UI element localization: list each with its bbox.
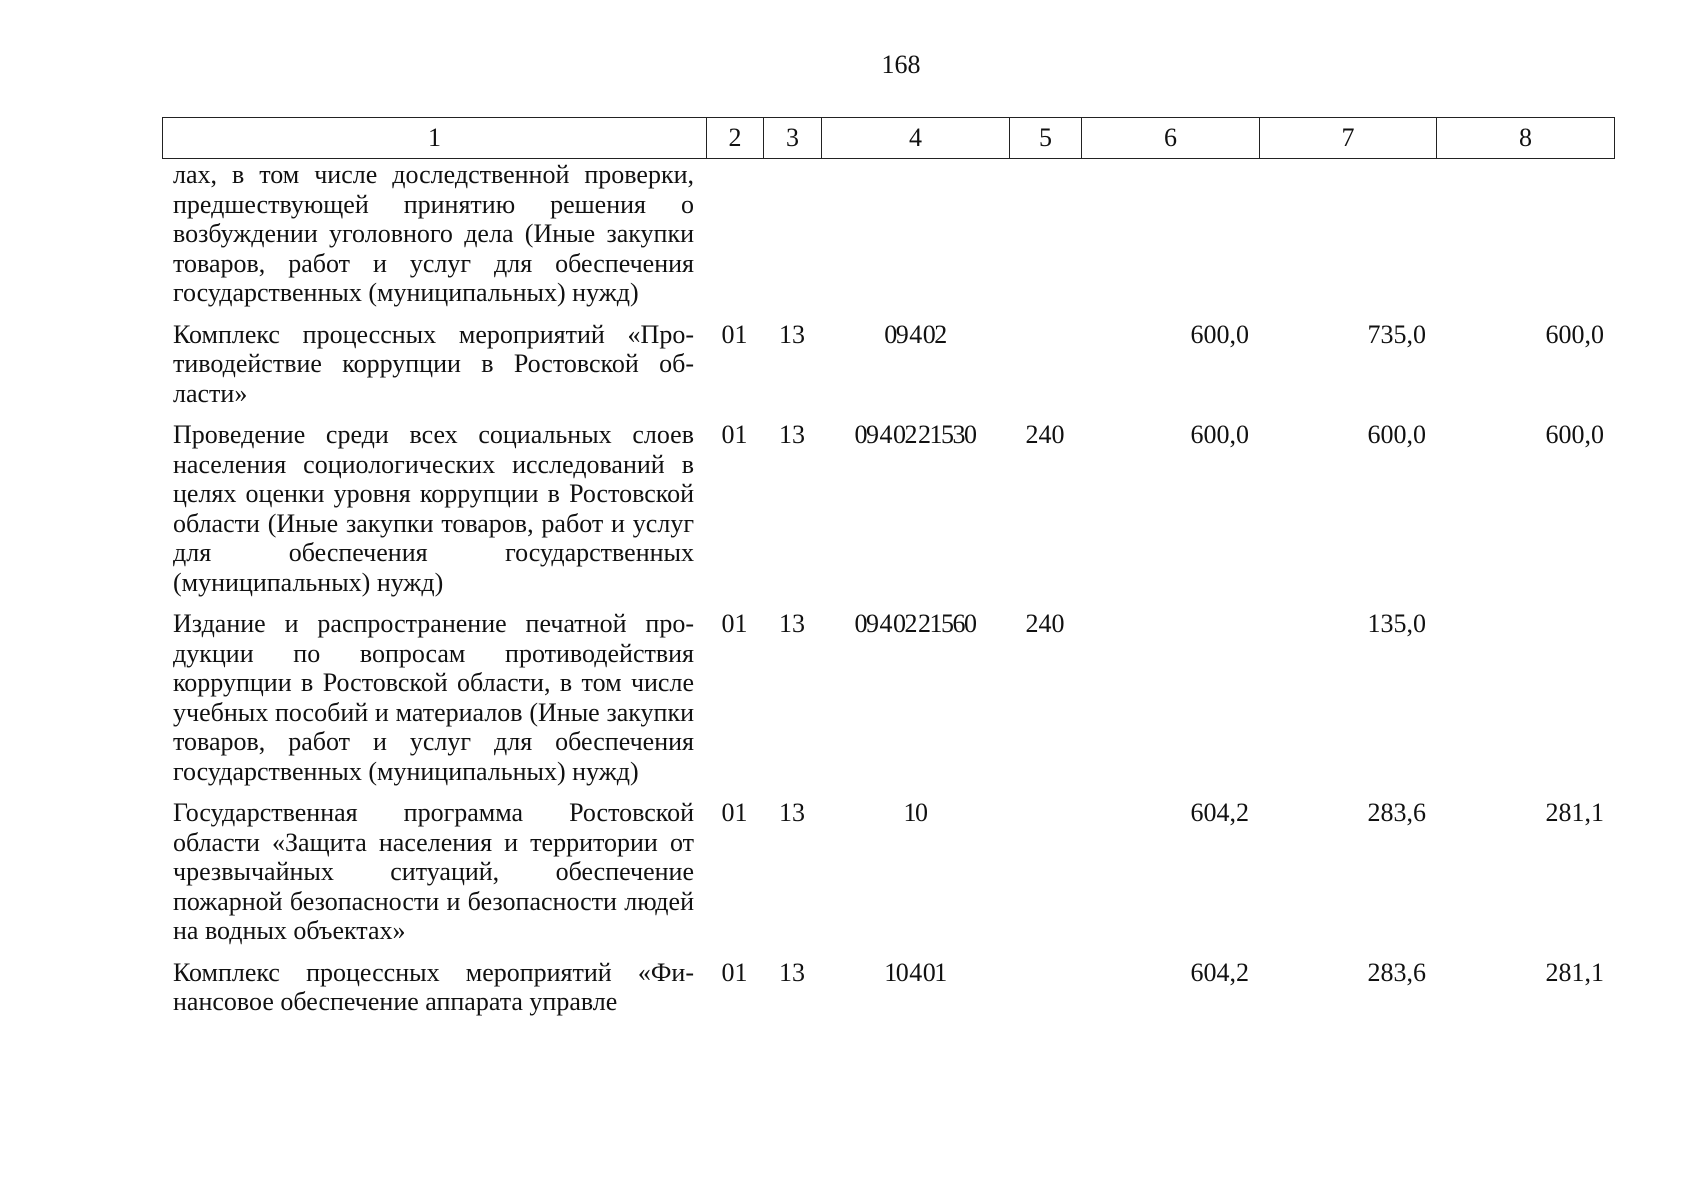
table-header	[162, 117, 1615, 159]
table-row	[162, 420, 1614, 609]
row-description: Проведение среди всех социальных слоев населения социологических исследований в целях оценки уровня коррупции в Ростовской области (Иные закупки товаров, работ и услуг для обеспечения государственных (муниципальных) нужд)	[173, 420, 694, 597]
header-cell-3: 3	[764, 118, 822, 159]
header-cell-5: 5	[1010, 118, 1082, 159]
row-expense-type	[1009, 160, 1081, 320]
table-row	[162, 160, 1614, 320]
row-subsection: 13	[779, 420, 805, 449]
row-amount-8: 600,0	[1545, 319, 1604, 349]
row-amount-8: 600,0	[1545, 420, 1604, 449]
row-subsection: 13	[779, 798, 805, 827]
header-cell-7: 7	[1260, 118, 1437, 159]
table-row	[162, 958, 1614, 1017]
table-row	[162, 798, 1614, 958]
row-amount-8: 281,1	[1545, 957, 1604, 987]
table-body	[162, 160, 1614, 1017]
row-amount-6: 604,2	[1190, 957, 1249, 987]
row-description: лах, в том числе доследственной проверки, предшествующей принятию решения о возбуждении уголовного дела (Иные закупки товаров, работ и услуг для обеспечения государственных (муниципальных) нужд)	[173, 160, 694, 307]
row-amount-7	[1259, 160, 1436, 320]
header-cell-6: 6	[1082, 118, 1260, 159]
row-section: 01	[721, 957, 748, 987]
row-expense-type: 240	[1025, 420, 1065, 449]
row-section: 01	[721, 798, 748, 827]
row-amount-6	[1081, 609, 1259, 798]
row-target-code: 09 4 02	[884, 319, 946, 349]
page-number: 168	[881, 50, 921, 79]
row-expense-type	[1009, 958, 1081, 1017]
row-section: 01	[721, 319, 748, 349]
row-amount-6: 600,0	[1190, 420, 1249, 449]
row-section	[706, 160, 763, 320]
row-expense-type	[1009, 320, 1081, 421]
row-description: Государственная программа Ростовской области «Защита населения и территории от чрезвычайных ситуаций, обеспечение пожарной безопасности и безопасности людей на водных объектах»	[173, 798, 694, 945]
row-description: Комплекс процессных мероприятий «Финансовое обеспечение аппарата управле	[173, 957, 694, 1016]
header-cell-8: 8	[1437, 118, 1615, 159]
header-row	[163, 118, 1615, 159]
row-target-code: 10 4 01	[884, 957, 946, 987]
row-section: 01	[721, 609, 748, 638]
row-target-code	[821, 160, 1009, 320]
row-expense-type: 240	[1025, 609, 1065, 638]
row-amount-6: 600,0	[1190, 319, 1249, 349]
row-amount-8	[1436, 609, 1614, 798]
row-amount-6	[1081, 160, 1259, 320]
row-section: 01	[721, 420, 748, 449]
row-amount-7: 283,6	[1367, 957, 1426, 987]
header-cell-4: 4	[822, 118, 1010, 159]
row-subsection	[763, 160, 821, 320]
row-amount-6: 604,2	[1190, 798, 1249, 827]
row-subsection: 13	[779, 609, 805, 638]
row-amount-7: 283,6	[1367, 798, 1426, 827]
row-target-code: 10	[903, 798, 927, 827]
row-target-code: 09 4 02 21530	[854, 420, 976, 449]
row-amount-7: 135,0	[1367, 609, 1426, 638]
header-cell-1: 1	[163, 118, 707, 159]
table-row	[162, 320, 1614, 421]
row-amount-8	[1436, 160, 1614, 320]
row-description: Издание и распространение печатной продукции по вопросам противодействия коррупции в Ростовской области, в том числе учебных пособий и материалов (Иные закупки товаров, работ и услуг для обеспечения государственных (муниципальных) нужд)	[173, 609, 694, 786]
header-cell-2: 2	[707, 118, 764, 159]
row-expense-type	[1009, 798, 1081, 958]
row-subsection: 13	[779, 957, 805, 987]
table-row	[162, 609, 1614, 798]
row-subsection: 13	[779, 319, 805, 349]
row-amount-7: 735,0	[1367, 319, 1426, 349]
row-amount-8: 281,1	[1545, 798, 1604, 827]
row-amount-7: 600,0	[1367, 420, 1426, 449]
row-target-code: 09 4 02 21560	[854, 609, 976, 638]
row-description: Комплекс процессных мероприятий «Противодействие коррупции в Ростовской области»	[173, 319, 694, 408]
